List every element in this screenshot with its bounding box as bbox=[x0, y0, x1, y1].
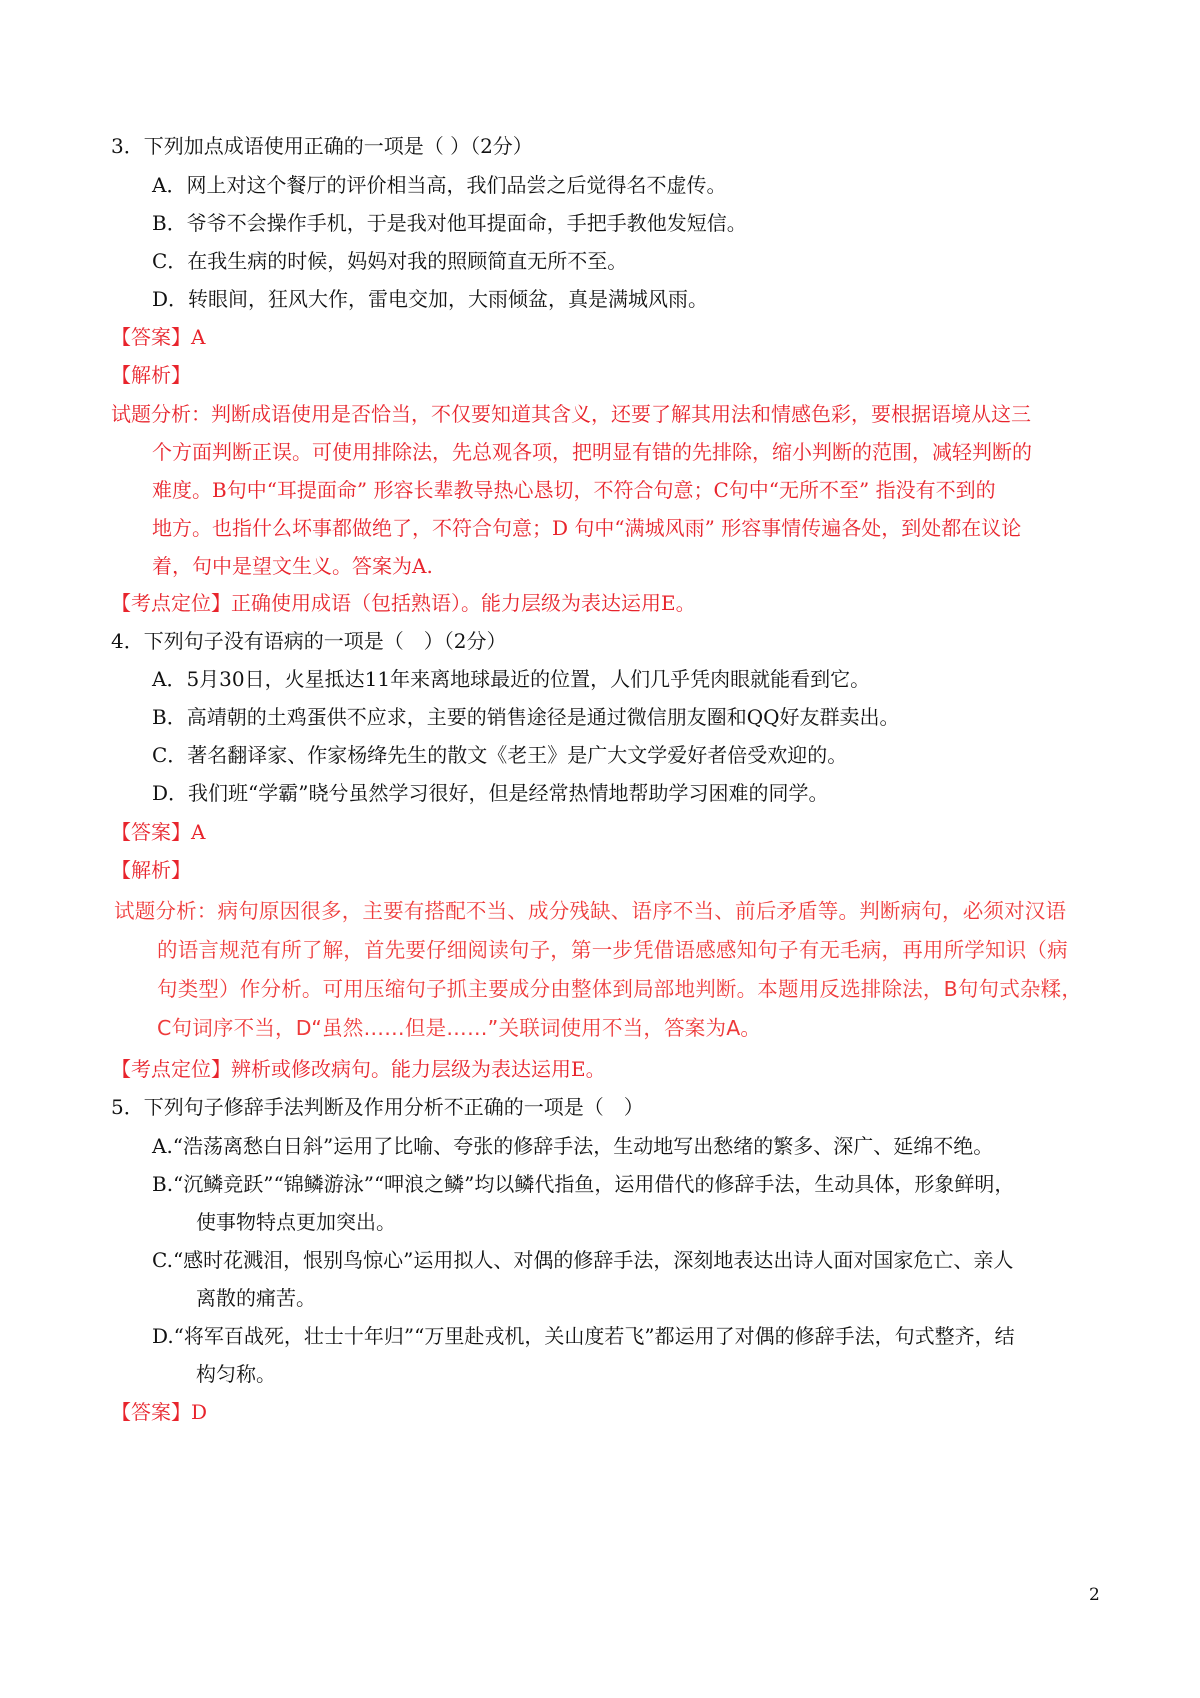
question-3-option-a: A．网上对这个餐厅的评价相当高，我们品尝之后觉得名不虚传。 bbox=[152, 173, 727, 197]
question-3-analysis-line: 难度。B句中“耳提面命” 形容长辈教导热心恳切，不符合句意；C句中“无所不至” 指没有不到的 bbox=[152, 478, 996, 502]
question-3-analysis-line: 地方。也指什么坏事都做绝了，不符合句意；D 句中“满城风雨” 形容事情传遍各处，到处都在议论 bbox=[152, 516, 1022, 540]
question-4-analysis-line: 的语言规范有所了解，首先要仔细阅读句子，第一步凭借语感感知句子有无毛病，再用所学知识（病 bbox=[157, 938, 1068, 962]
question-3-point bbox=[111, 590, 696, 616]
question-4-answer bbox=[111, 819, 205, 845]
question-3-analysis-line: 试题分析：判断成语使用是否恰当，不仅要知道其含义，还要了解其用法和情感色彩，要根据语境从这三 bbox=[111, 402, 1031, 426]
question-3-answer bbox=[111, 324, 205, 350]
point-text: 辨析或修改病句。能力层级为表达运用E。 bbox=[231, 1057, 606, 1081]
question-5-option-c: C.“感时花溅泪，恨别鸟惊心”运用拟人、对偶的修辞手法，深刻地表达出诗人面对国家危亡、亲人 bbox=[152, 1248, 1014, 1272]
question-4-analysis-line: C句词序不当，D“虽然……但是……”关联词使用不当，答案为A。 bbox=[157, 1016, 762, 1040]
page-number: 2 bbox=[1089, 1585, 1100, 1605]
question-5-option-c-cont: 离散的痛苦。 bbox=[196, 1286, 316, 1310]
point-tag: 【考点定位】 bbox=[111, 1057, 231, 1081]
point-tag: 【考点定位】 bbox=[111, 591, 231, 615]
question-4-stem: 4．下列句子没有语病的一项是（ ）（2分） bbox=[111, 629, 507, 653]
answer-tag: 【答案】 bbox=[111, 820, 191, 844]
answer-value: D bbox=[191, 1400, 208, 1424]
answer-value: A bbox=[191, 325, 206, 349]
question-4-point bbox=[111, 1056, 606, 1082]
question-3-stem: 3．下列加点成语使用正确的一项是（ ）（2分） bbox=[111, 134, 533, 158]
question-4-analysis-line: 句类型）作分析。可用压缩句子抓主要成分由整体到局部地判断。本题用反选排除法，B句句式杂糅， bbox=[157, 977, 1083, 1001]
question-3-option-b: B．爷爷不会操作手机，于是我对他耳提面命，手把手教他发短信。 bbox=[152, 211, 747, 235]
point-text: 正确使用成语（包括熟语）。能力层级为表达运用E。 bbox=[231, 591, 696, 615]
question-3-analysis-line: 着，句中是望文生义。答案为A. bbox=[152, 554, 433, 578]
question-3-option-c: C．在我生病的时候，妈妈对我的照顾简直无所不至。 bbox=[152, 249, 628, 273]
question-5-option-a: A.“浩荡离愁白日斜”运用了比喻、夸张的修辞手法，生动地写出愁绪的繁多、深广、延绵不绝。 bbox=[152, 1134, 994, 1158]
question-4-option-b: B．高靖朝的土鸡蛋供不应求，主要的销售途径是通过微信朋友圈和QQ好友群卖出。 bbox=[152, 705, 900, 729]
question-3-analysis-tag: 【解析】 bbox=[111, 363, 191, 387]
question-4-analysis-tag: 【解析】 bbox=[111, 858, 191, 882]
question-4-option-a: A．5月30日，火星抵达11年来离地球最近的位置，人们几乎凭肉眼就能看到它。 bbox=[152, 667, 871, 691]
question-3-analysis-line: 个方面判断正误。可使用排除法，先总观各项，把明显有错的先排除，缩小判断的范围，减轻判断的 bbox=[152, 440, 1032, 464]
question-5-answer bbox=[111, 1399, 207, 1425]
question-5-stem: 5．下列句子修辞手法判断及作用分析不正确的一项是（ ） bbox=[111, 1095, 644, 1119]
question-5-option-d-cont: 构匀称。 bbox=[196, 1362, 276, 1386]
question-5-option-d: D.“将军百战死，壮士十年归”“万里赴戎机，关山度若飞”都运用了对偶的修辞手法，句式整齐，结 bbox=[152, 1324, 1015, 1348]
question-5-option-b-cont: 使事物特点更加突出。 bbox=[196, 1210, 396, 1234]
question-4-option-d: D．我们班“学霸”晓兮虽然学习很好，但是经常热情地帮助学习困难的同学。 bbox=[152, 781, 829, 805]
question-5-option-b: B.“沉鳞竞跃”“锦鳞游泳”“呷浪之鳞”均以鳞代指鱼，运用借代的修辞手法，生动具体，形象鲜明， bbox=[152, 1172, 1015, 1196]
question-4-analysis-line: 试题分析：病句原因很多，主要有搭配不当、成分残缺、语序不当、前后矛盾等。判断病句，必须对汉语 bbox=[114, 899, 1067, 923]
answer-tag: 【答案】 bbox=[111, 325, 191, 349]
question-3-option-d: D．转眼间，狂风大作，雷电交加，大雨倾盆，真是满城风雨。 bbox=[152, 287, 709, 311]
question-4-option-c: C．著名翻译家、作家杨绛先生的散文《老王》是广大文学爱好者倍受欢迎的。 bbox=[152, 743, 848, 767]
answer-tag: 【答案】 bbox=[111, 1400, 191, 1424]
answer-value: A bbox=[191, 820, 206, 844]
